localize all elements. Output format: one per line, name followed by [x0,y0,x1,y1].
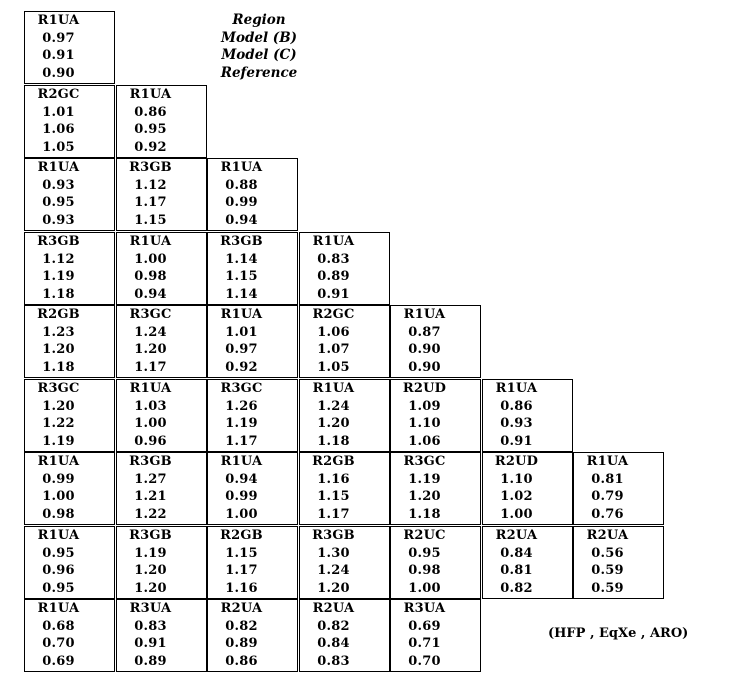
cell-model-c-value: 0.71 [408,636,441,651]
cell-reference-value: 0.94 [225,212,258,228]
cell-model-b-value: 0.99 [42,471,75,487]
cell-reference-value: 0.95 [42,580,75,596]
cell-region: R2UD [494,454,539,469]
map-cell [116,526,207,599]
cell-reference-value: 1.22 [134,506,167,522]
map-cell [207,599,298,672]
cell-model-c-value: 1.20 [134,342,167,357]
cell-model-c-value: 1.20 [42,342,75,357]
cell-region: R3UA [403,601,446,616]
cell-reference-value: 0.92 [134,139,167,155]
cell-model-c-value: 1.00 [134,416,167,431]
cell-reference-value: 1.15 [134,212,167,228]
footnote: (HFP , EqXe , ARO) [548,626,689,641]
map-cell [24,11,115,84]
cell-region: R2UA [586,528,629,543]
cell-model-b-value: 0.82 [317,618,350,634]
cell-model-c-value: 0.79 [591,489,624,504]
cell-region: R1UA [495,381,538,396]
cell-region: R1UA [129,381,172,396]
cell-model-c-value: 0.99 [225,195,258,210]
cell-model-b-value: 1.24 [317,398,350,414]
cell-model-c-value: 1.07 [317,342,350,357]
map-cell [116,232,207,305]
cell-model-c-value: 1.06 [42,122,75,137]
cell-model-b-value: 0.95 [408,545,441,561]
map-cell [299,305,390,378]
map-cell [390,599,481,672]
cell-region: R3GB [129,454,172,469]
cell-region: R2UA [495,528,538,543]
cell-model-b-value: 0.97 [42,30,75,46]
cell-model-b-value: 1.14 [225,251,258,267]
cell-reference-value: 1.05 [42,139,75,155]
map-cell [299,452,390,525]
cell-model-c-value: 0.70 [42,636,75,651]
cell-region: R1UA [37,160,80,175]
cell-model-b-value: 1.12 [42,251,75,267]
cell-region: R1UA [37,601,80,616]
map-cell [390,452,481,525]
cell-reference-value: 1.06 [408,433,441,449]
cell-reference-value: 0.59 [591,580,624,596]
cell-region: R3GB [129,160,172,175]
cell-model-b-value: 1.09 [408,398,441,414]
cell-region: R1UA [220,160,263,175]
cell-model-c-value: 0.97 [225,342,258,357]
cell-reference-value: 1.16 [225,580,258,596]
cell-reference-value: 0.94 [134,286,167,302]
cell-region: R3GC [37,381,80,396]
cell-model-b-value: 0.83 [317,251,350,267]
cell-model-b-value: 1.00 [134,251,167,267]
legend-region-label: Region [232,12,286,28]
cell-model-b-value: 1.20 [42,398,75,414]
cell-model-c-value: 0.59 [591,563,624,578]
cell-model-b-value: 1.12 [134,177,167,193]
map-cell [299,232,390,305]
cell-model-c-value: 0.90 [408,342,441,357]
cell-region: R1UA [586,454,629,469]
cell-model-b-value: 0.56 [591,545,624,561]
cell-region: R2GB [220,528,263,543]
cell-model-b-value: 0.87 [408,324,441,340]
cell-reference-value: 1.00 [408,580,441,596]
cell-region: R3GC [129,307,172,322]
cell-model-b-value: 1.23 [42,324,75,340]
cell-model-b-value: 1.26 [225,398,258,414]
cell-region: R2UD [402,381,447,396]
cell-region: R3GC [403,454,446,469]
cell-reference-value: 1.18 [317,433,350,449]
cell-model-c-value: 1.20 [317,416,350,431]
cell-region: R3GC [220,381,263,396]
map-cell [24,452,115,525]
cell-region: R3UA [129,601,172,616]
cell-region: R2GC [312,307,355,322]
cell-reference-value: 0.69 [42,653,75,669]
cell-model-c-value: 1.20 [134,563,167,578]
cell-region: R1UA [312,381,355,396]
cell-region: R1UA [220,307,263,322]
cell-model-c-value: 0.98 [408,563,441,578]
cell-model-c-value: 1.22 [42,416,75,431]
cell-reference-value: 1.18 [42,359,75,375]
legend-model-c-label: Model (C) [221,47,297,63]
map-cell [207,232,298,305]
cell-region: R1UA [403,307,446,322]
cell-reference-value: 0.96 [134,433,167,449]
cell-reference-value: 1.05 [317,359,350,375]
cell-model-b-value: 1.19 [408,471,441,487]
map-cell [207,305,298,378]
cell-model-b-value: 0.82 [225,618,258,634]
cell-reference-value: 0.90 [42,65,75,81]
map-cell [390,526,481,599]
cell-model-b-value: 1.27 [134,471,167,487]
map-cell [116,599,207,672]
map-cell [24,85,115,158]
map-cell [116,379,207,452]
cell-region: R2UC [403,528,446,543]
cell-model-b-value: 1.24 [134,324,167,340]
cell-model-b-value: 0.69 [408,618,441,634]
cell-model-b-value: 1.10 [500,471,533,487]
cell-region: R1UA [37,454,80,469]
cell-model-c-value: 1.19 [42,269,75,284]
cell-region: R1UA [37,528,80,543]
cell-model-c-value: 0.91 [42,48,75,63]
legend-model-b-label: Model (B) [221,29,297,46]
map-cell [116,305,207,378]
cell-model-b-value: 0.86 [500,398,533,414]
cell-model-b-value: 1.06 [317,324,350,340]
map-cell [207,452,298,525]
cell-reference-value: 1.17 [317,506,350,522]
map-cell [207,158,298,231]
map-cell [573,452,664,525]
cell-reference-value: 0.91 [500,433,533,449]
cell-reference-value: 1.20 [134,580,167,596]
cell-model-c-value: 0.84 [317,636,350,651]
cell-model-c-value: 0.91 [134,636,167,651]
cell-region: R2GB [312,454,355,469]
cell-model-c-value: 1.10 [408,416,441,431]
cell-reference-value: 0.92 [225,359,258,375]
cell-model-b-value: 1.03 [134,398,167,414]
cell-reference-value: 1.19 [42,433,75,449]
map-cell [573,526,664,599]
cell-reference-value: 0.89 [134,653,167,669]
cell-model-b-value: 0.88 [225,177,258,193]
cell-reference-value: 1.20 [317,580,350,596]
map-cell [116,452,207,525]
map-cell [116,85,207,158]
map-cell [24,379,115,452]
cell-reference-value: 0.86 [225,653,258,669]
map-cell [24,232,115,305]
cell-region: R2UA [220,601,263,616]
map-cell [116,158,207,231]
cell-model-c-value: 0.95 [134,122,167,137]
cell-region: R1UA [129,87,172,102]
cell-reference-value: 0.83 [317,653,350,669]
cell-model-b-value: 1.16 [317,471,350,487]
cell-reference-value: 1.18 [408,506,441,522]
map-cell [299,526,390,599]
cell-model-b-value: 0.94 [225,471,258,487]
cell-model-b-value: 0.68 [42,618,75,634]
cell-region: R1UA [37,13,80,28]
cell-reference-value: 0.70 [408,653,441,669]
cell-reference-value: 0.90 [408,359,441,375]
cell-model-c-value: 1.15 [225,269,258,284]
cell-model-b-value: 0.84 [500,545,533,561]
cell-model-c-value: 0.99 [225,489,258,504]
map-cell [482,379,573,452]
cell-reference-value: 1.00 [500,506,533,522]
map-cell [482,526,573,599]
cell-region: R3GB [220,234,263,249]
cell-region: R3GB [312,528,355,543]
cell-reference-value: 1.00 [225,506,258,522]
map-cell [24,158,115,231]
cell-model-b-value: 0.86 [134,104,167,120]
cell-model-b-value: 1.15 [225,545,258,561]
cell-reference-value: 0.98 [42,506,75,522]
cell-model-b-value: 1.30 [317,545,350,561]
legend-reference-label: Reference [220,64,298,81]
cell-model-c-value: 0.98 [134,269,167,284]
map-cell [299,599,390,672]
cell-model-b-value: 1.01 [42,104,75,120]
cell-model-c-value: 0.96 [42,563,75,578]
cell-region: R2GB [37,307,80,322]
map-cell [207,379,298,452]
cell-model-c-value: 1.20 [408,489,441,504]
cell-region: R1UA [129,234,172,249]
cell-region: R1UA [312,234,355,249]
cell-model-c-value: 1.17 [225,563,258,578]
map-cell [390,379,481,452]
cell-reference-value: 1.14 [225,286,258,302]
cell-model-b-value: 0.83 [134,618,167,634]
cell-reference-value: 0.76 [591,506,624,522]
cell-model-c-value: 0.89 [317,269,350,284]
cell-model-b-value: 1.19 [134,545,167,561]
cell-reference-value: 1.18 [42,286,75,302]
cell-model-c-value: 0.89 [225,636,258,651]
cell-region: R3GB [129,528,172,543]
cell-reference-value: 0.93 [42,212,75,228]
cell-model-b-value: 0.93 [42,177,75,193]
cell-model-c-value: 1.00 [42,489,75,504]
cell-model-b-value: 1.01 [225,324,258,340]
cell-model-b-value: 0.81 [591,471,624,487]
cell-model-c-value: 1.17 [134,195,167,210]
cell-model-c-value: 0.81 [500,563,533,578]
map-cell [299,379,390,452]
cell-model-c-value: 0.93 [500,416,533,431]
cell-model-c-value: 0.95 [42,195,75,210]
cell-region: R2UA [312,601,355,616]
cell-model-c-value: 1.02 [500,489,533,504]
cell-reference-value: 0.82 [500,580,533,596]
cell-model-b-value: 0.95 [42,545,75,561]
map-cell [482,452,573,525]
map-cell [207,526,298,599]
cell-region: R3GB [37,234,80,249]
cell-reference-value: 1.17 [225,433,258,449]
cell-model-c-value: 1.24 [317,563,350,578]
map-cell [24,305,115,378]
legend [200,12,318,82]
map-cell [24,526,115,599]
map-cell [390,305,481,378]
cell-reference-value: 1.17 [134,359,167,375]
map-cell [24,599,115,672]
cell-region: R2GC [37,87,80,102]
cell-model-c-value: 1.21 [134,489,167,504]
cell-region: R1UA [220,454,263,469]
cell-reference-value: 0.91 [317,286,350,302]
cell-model-c-value: 1.19 [225,416,258,431]
cell-model-c-value: 1.15 [317,489,350,504]
